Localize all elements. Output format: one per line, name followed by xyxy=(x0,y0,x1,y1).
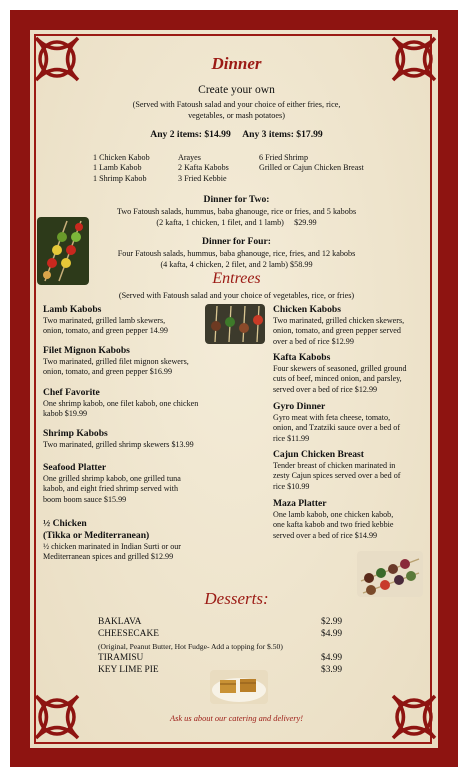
menu-item: Lamb Kabobs Two marinated, grilled lamb skewers, onion, tomato, and green pepper 14.99 xyxy=(43,304,168,336)
dinner-two-title: Dinner for Two: xyxy=(203,194,270,205)
baklava-photo xyxy=(210,670,268,704)
create-title: Create your own xyxy=(198,84,275,96)
menu-item: Chef Favorite One shrimp kabob, one filet kabob, one chicken kabob $19.99 xyxy=(43,387,199,419)
list-item: 2 Kafta Kabobs xyxy=(178,163,229,173)
dessert-price: $3.99 xyxy=(321,665,343,675)
menu-item: Maza Platter One lamb kabob, one chicken kabob, one kafta kabob and two fried kebbie served over a bed of rice $14.99 xyxy=(273,498,394,540)
dessert-name: KEY LIME PIE xyxy=(98,665,159,675)
menu-item: Cajun Chicken Breast Tender breast of chicken marinated in zesty Cajun spices served over a bed of rice $10.99 xyxy=(273,449,401,491)
dessert-price: $4.99 xyxy=(321,629,343,639)
list-item: 1 Chicken Kabob xyxy=(93,153,150,162)
menu-item: Chicken Kabobs Two marinated, grilled chicken skewers, onion, tomato, and green pepper served over a bed of rice $12.99 xyxy=(273,304,405,346)
dessert-name: CHEESECAKE xyxy=(98,629,159,639)
entrees-title: Entrees xyxy=(212,270,261,287)
menu-item: ½ Chicken (Tikka or Mediterranean) ½ chicken marinated in Indian Surti or our Mediterranean spices and grilled $12.99 xyxy=(43,518,182,562)
menu-item: Seafood Platter One grilled shrimp kabob, one grilled tuna kabob, and eight fried shrimp served with boom boom sauce $15.99 xyxy=(43,462,181,504)
menu-item: Filet Mignon Kabobs Two marinated, grilled filet mignon skewers, onion, tomato, and green pepper $16.99 xyxy=(43,345,189,377)
dinner-four-line-2: (4 kafta, 4 chicken, 2 filet, and 2 lamb) $58.99 xyxy=(160,260,313,269)
dessert-price: $2.99 xyxy=(321,617,343,627)
footer-text: Ask us about our catering and delivery! xyxy=(169,714,304,723)
list-item: Arayes xyxy=(178,153,201,162)
dinner-two-line-2: (2 kafta, 1 chicken, 1 filet, and 1 lamb) $29.99 xyxy=(156,218,317,227)
list-item: 1 Shrimp Kabob xyxy=(93,173,147,183)
create-desc-2: vegetables, or mash potatoes) xyxy=(188,111,285,120)
dinner-four-line-1: Four Fatoush salads, hummus, baba ghanouge, rice, fries, and 12 kabobs xyxy=(117,249,356,258)
dessert-name: TIRAMISU xyxy=(98,653,144,663)
create-col-2 xyxy=(178,153,229,184)
desserts-title: Desserts: xyxy=(204,589,269,608)
create-pricing: Any 2 items: $14.99 Any 3 items: $17.99 xyxy=(150,129,323,140)
create-col-3 xyxy=(259,153,364,174)
menu-item: Kafta Kabobs Four skewers of seasoned, grilled ground cuts of beef, minced onion, and parsley, served over a bed of rice $12.99 xyxy=(273,352,407,394)
menu-item: Gyro Dinner Gyro meat with feta cheese, tomato, onion, and Tzatziki sauce over a bed of rice $11.99 xyxy=(273,401,401,443)
list-item: 6 Fried Shrimp xyxy=(259,153,309,162)
dessert-toppings: (Original, Peanut Butter, Hot Fudge- Add a topping for $.50) xyxy=(98,642,283,651)
list-item: Grilled or Cajun Chicken Breast xyxy=(259,163,364,173)
entrees-note: (Served with Fatoush salad and your choice of vegetables, rice, or fries) xyxy=(118,291,355,300)
list-item: 1 Lamb Kabob xyxy=(93,163,142,173)
list-item: 3 Fried Kebbie xyxy=(178,173,227,183)
dinner-two-line-1: Two Fatoush salads, hummus, baba ghanouge, rice or fries, and 5 kabobs xyxy=(116,207,357,216)
page-title: Dinner xyxy=(211,54,262,73)
create-col-1 xyxy=(93,153,150,184)
kabob-photo xyxy=(205,304,265,344)
create-desc-1: (Served with Fatoush salad and your choice of either fries, rice, xyxy=(132,100,341,109)
dessert-name: BAKLAVA xyxy=(98,617,142,627)
dessert-price: $4.99 xyxy=(321,653,343,663)
menu-item: Shrimp Kabobs Two marinated, grilled shrimp skewers $13.99 xyxy=(43,428,194,449)
dinner-four-title: Dinner for Four: xyxy=(202,236,271,247)
